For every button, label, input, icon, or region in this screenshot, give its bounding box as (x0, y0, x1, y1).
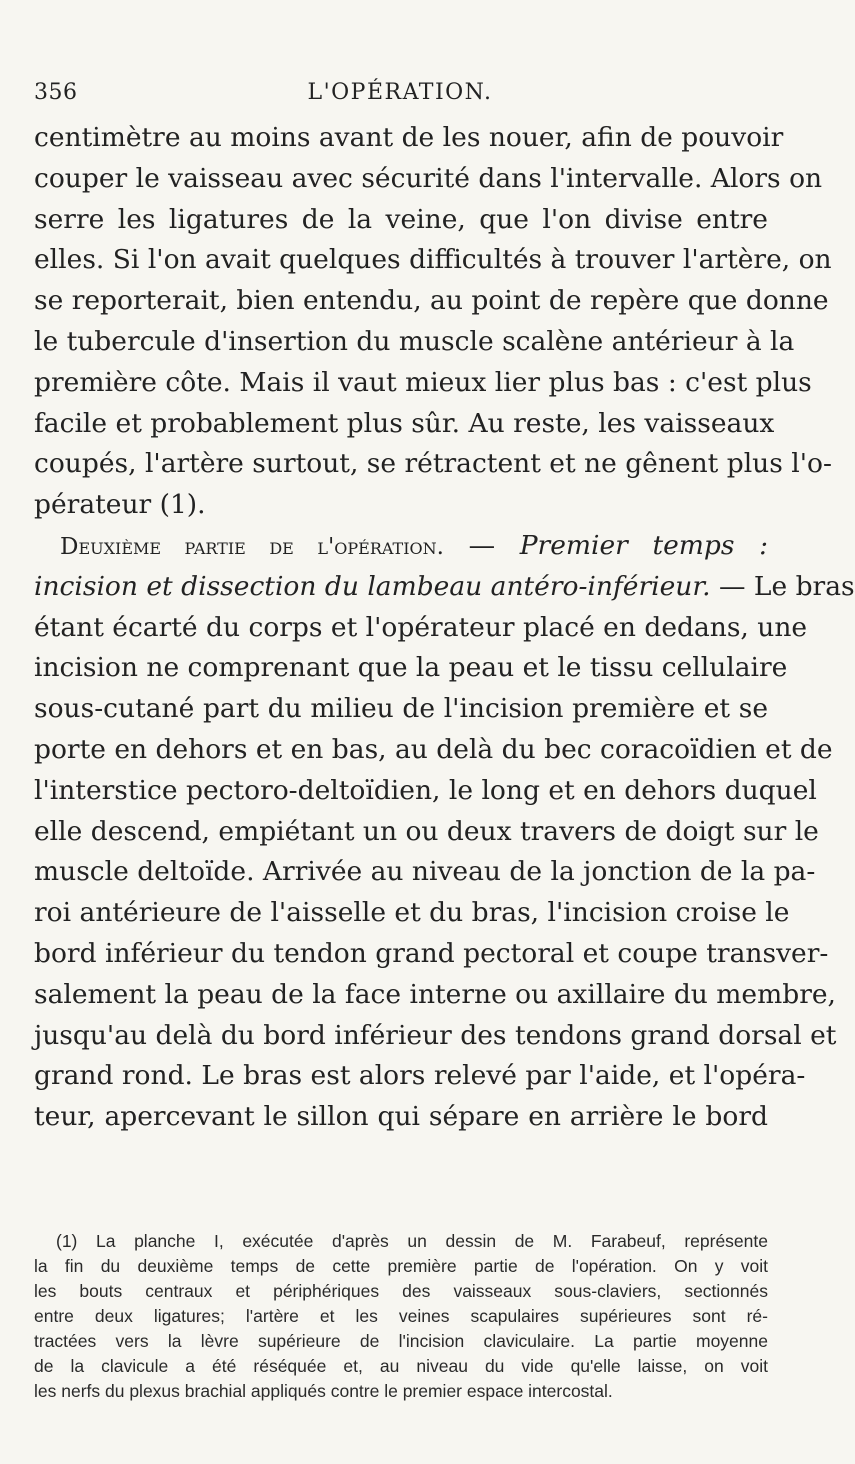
text-line: le tubercule d'insertion du muscle scalène antérieur à la (34, 325, 795, 357)
text-line: bord inférieur du tendon grand pectoral et coupe transver- (34, 937, 829, 969)
text-line: l'interstice pectoro-deltoïdien, le long et en dehors duquel (34, 774, 817, 806)
text-line: roi antérieure de l'aisselle et du bras, l'incision croise le (34, 897, 790, 929)
footnote (34, 1229, 768, 1404)
body-text (34, 118, 855, 1138)
footnote-line: la fin du deuxième temps de cette première partie de l'opération. On y voit (34, 1256, 768, 1276)
subheading-line (34, 567, 855, 608)
footnote-line: (1) La planche I, exécutée d'après un dessin de M. Farabeuf, représente (56, 1231, 768, 1251)
footnote-line: entre deux ligatures; l'artère et les veines scapulaires supérieures sont ré- (34, 1306, 768, 1326)
text-line: centimètre au moins avant de les nouer, afin de pouvoir (34, 122, 784, 153)
text-line: facile et probablement plus sûr. Au reste, les vaisseaux (34, 407, 775, 439)
page-header (34, 78, 766, 108)
text-line: coupés, l'artère surtout, se rétractent et ne gênent plus l'o- (34, 448, 832, 480)
text-line: elles. Si l'on avait quelques difficultés à trouver l'artère, on (34, 244, 832, 276)
section-heading: Deuxième partie de l'opération. (60, 533, 444, 560)
text-line: grand rond. Le bras est alors relevé par l'aide, et l'opéra- (34, 1060, 806, 1092)
text-line: porte en dehors et en bas, au delà du bec coracoïdien et de (34, 733, 833, 765)
footnote-line: tractées vers la lèvre supérieure de l'incision claviculaire. La partie moyenne (34, 1331, 768, 1351)
heading-after: — Le bras (710, 570, 855, 602)
text-line: jusqu'au delà du bord inférieur des tendons grand dorsal et (34, 1019, 837, 1051)
subheading-italic-continued: incision et dissection du lambeau antéro-inférieur. (34, 570, 711, 602)
text-line: muscle deltoïde. Arrivée au niveau de la jonction de la pa- (34, 856, 816, 888)
text-line: sous-cutané part du milieu de l'incision première et se (34, 693, 768, 725)
text-line: elle descend, empiétant un ou deux travers de doigt sur le (34, 815, 819, 847)
footnote-line: de la clavicule a été réséquée et, au niveau du vide qu'elle laisse, on voit (34, 1356, 768, 1376)
text-line: incision ne comprenant que la peau et le tissu cellulaire (34, 652, 788, 684)
paragraph-2 (34, 526, 855, 1138)
running-title: L'OPÉRATION. (307, 80, 493, 105)
paragraph-1 (34, 118, 832, 526)
footnote-line: les bouts centraux et périphériques des vaisseaux sous-claviers, sectionnés (34, 1281, 768, 1301)
text-line: couper le vaisseau avec sécurité dans l'intervalle. Alors on (34, 162, 823, 194)
text-line: étant écarté du corps et l'opérateur placé en dedans, une (34, 611, 808, 643)
text-line: se reporterait, bien entendu, au point de repère que donne (34, 285, 829, 317)
text-line: première côte. Mais il vaut mieux lier plus bas : c'est plus (34, 366, 812, 398)
text-line: serre les ligatures de la veine, que l'on divise entre (34, 203, 768, 235)
heading-dash: — (443, 529, 520, 561)
text-line: pérateur (1). (34, 489, 206, 521)
text-line: teur, apercevant le sillon qui sépare en arrière le bord (34, 1101, 768, 1133)
text-line: salement la peau de la face interne ou axillaire du membre, (34, 978, 836, 1010)
page-number: 356 (34, 80, 78, 105)
section-heading-line (34, 526, 768, 567)
subheading-italic: Premier temps : (519, 529, 768, 561)
footnote-line: les nerfs du plexus brachial appliqués contre le premier espace intercostal. (34, 1381, 613, 1401)
